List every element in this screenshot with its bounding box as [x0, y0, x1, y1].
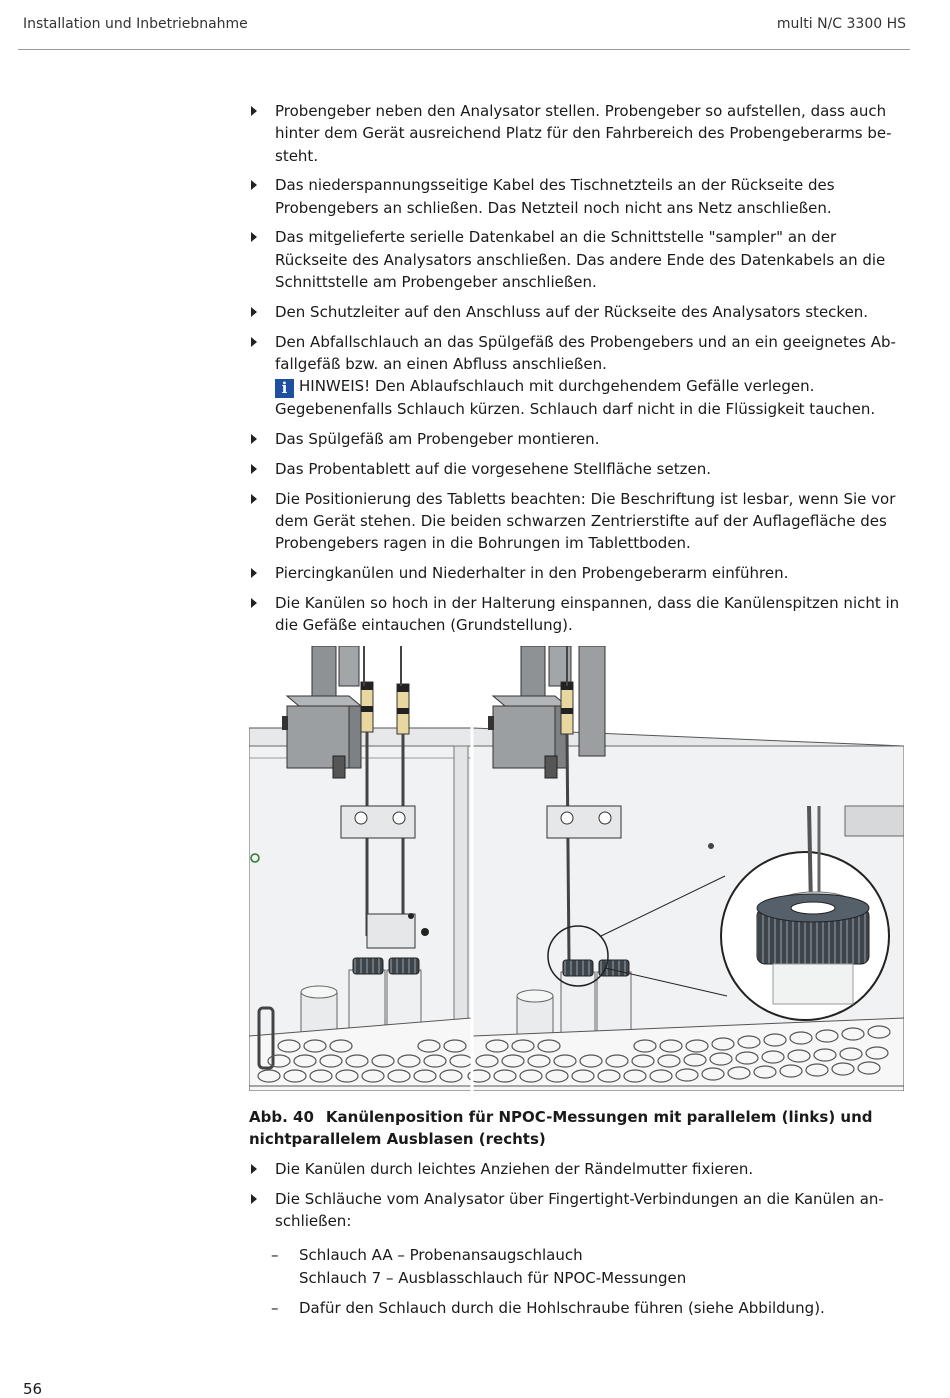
figure-cannula-position — [249, 646, 904, 1091]
sub-list-line: Schlauch 7 – Ausblasschlauch für NPOC-Messungen — [299, 1268, 687, 1287]
list-item — [249, 562, 904, 584]
note-hinweis — [275, 375, 904, 420]
bullet-arrow-icon — [251, 180, 257, 190]
list-item-text: Den Schutzleiter auf den Anschluss auf der Rückseite des Analysators stecken. — [275, 302, 869, 321]
list-item — [249, 488, 904, 555]
info-icon: i — [275, 379, 294, 398]
list-item-text: Das Spülgefäß am Probengeber montieren. — [275, 430, 600, 449]
list-item-text: Piercingkanülen und Niederhalter in den Probengeberarm einführen. — [275, 564, 789, 583]
dash-marker: – — [271, 1298, 279, 1317]
left-panel-parallel — [249, 646, 472, 1091]
bullet-arrow-icon — [251, 337, 257, 347]
list-item — [249, 1158, 904, 1180]
list-item — [249, 592, 904, 637]
sub-list-line: Dafür den Schlauch durch die Hohlschraube führen (siehe Abbildung). — [299, 1298, 825, 1317]
bullet-arrow-icon — [251, 464, 257, 474]
bullet-arrow-icon — [251, 106, 257, 116]
bullet-arrow-icon — [251, 494, 257, 504]
list-item-text: Die Kanülen so hoch in der Halterung einspannen, dass die Kanülenspitzen nicht in die Gefäße eintauchen (Grundstellung). — [275, 593, 900, 635]
bullet-arrow-icon — [251, 598, 257, 608]
right-panel-nonparallel — [468, 646, 904, 1091]
sub-list-line: Schlauch AA – Probenansaugschlauch — [299, 1246, 583, 1265]
note-text: HINWEIS! Den Ablaufschlauch mit durchgehendem Gefälle verlegen. Gegebenenfalls Schlauch kürzen. Schlauch darf nicht in die Flüssigkeit tauchen. — [275, 377, 876, 419]
list-item-text: Das niederspannungsseitige Kabel des Tischnetzteils an der Rückseite des Probengebers an schließen. Das Netzteil noch nicht ans Netz anschließen. — [275, 176, 835, 217]
instruction-list-bottom — [249, 1158, 904, 1327]
list-item — [249, 301, 904, 323]
list-item — [249, 458, 904, 480]
list-item — [249, 100, 904, 167]
list-item — [249, 1188, 904, 1233]
header-divider — [18, 49, 910, 50]
dash-marker: – — [271, 1246, 279, 1265]
list-item-text: Probengeber neben den Analysator stellen. Probengeber so aufstellen, dass auch hinter dem Gerät ausreichend Platz für den Fahrbereich des Probengeberarms besteht. — [275, 102, 892, 165]
sub-list-item — [249, 1244, 904, 1289]
sub-list-item — [249, 1297, 904, 1319]
instruction-list-top — [249, 100, 904, 644]
figure-illustration — [249, 646, 904, 1091]
list-item — [249, 226, 904, 293]
bullet-arrow-icon — [251, 568, 257, 578]
list-item-text: Das mitgelieferte serielle Datenkabel an die Schnittstelle "sampler" an der Rückseite des Analysators anschließen. Das andere Ende des Datenkabels an die Schnittstelle am Probengeber anschließen. — [275, 228, 886, 292]
list-item-text: Den Abfallschlauch an das Spülgefäß des Probengebers und an ein geeignetes Abfallgefäß bzw. an einen Abfluss anschließen. — [275, 332, 896, 373]
page-number: 56 — [23, 1380, 43, 1398]
list-item-text: Die Positionierung des Tabletts beachten: Die Beschriftung ist lesbar, wenn Sie vor dem Gerät stehen. Die beiden schwarzen Zentrierstifte auf der Auflagefläche des Probengebers ragen in die Bohrungen im Tablettboden. — [275, 489, 896, 553]
header-product-name: multi N/C 3300 HS — [776, 16, 906, 32]
header-section-title: Installation und Inbetriebnahme — [23, 16, 248, 32]
list-item — [249, 428, 904, 450]
bullet-arrow-icon — [251, 1164, 257, 1174]
list-item-text: Die Schläuche vom Analysator über Fingertight-Verbindungen an die Kanülen anschließen: — [275, 1189, 884, 1231]
figure-caption-text: Kanülenposition für NPOC-Messungen mit parallelem (links) und nichtparallelem Ausblasen (rechts) — [249, 1108, 873, 1148]
bullet-arrow-icon — [251, 307, 257, 317]
list-item-text: Das Probentablett auf die vorgesehene Stellfläche setzen. — [275, 459, 711, 478]
figure-caption — [249, 1106, 889, 1150]
list-item — [249, 331, 904, 421]
list-item — [249, 174, 904, 219]
bullet-arrow-icon — [251, 232, 257, 242]
figure-number: Abb. 40 — [249, 1108, 314, 1126]
bullet-arrow-icon — [251, 434, 257, 444]
list-item-text: Die Kanülen durch leichtes Anziehen der Rändelmutter fixieren. — [275, 1160, 754, 1178]
bullet-arrow-icon — [251, 1194, 257, 1204]
